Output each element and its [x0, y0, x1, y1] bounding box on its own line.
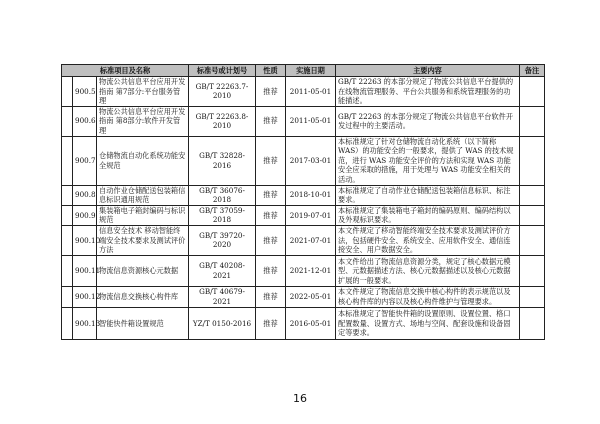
remark-cell — [520, 136, 545, 185]
effective-date: 2018-10-01 — [286, 185, 336, 205]
standard-code: GB/T 37059-2018 — [189, 205, 256, 225]
header-code: 标准号或计划号 — [189, 65, 256, 77]
item-number: 900.7 — [73, 136, 97, 185]
blank-cell — [62, 136, 73, 185]
main-content: 本文件给出了物流信息资源分类，规定了核心数据元模型、元数据描述方法、核心元数据描述以及核心元数据扩展的一般要求。 — [336, 255, 520, 286]
table-row — [62, 286, 545, 307]
item-number: 900.5 — [73, 77, 97, 107]
blank-cell — [62, 205, 73, 225]
standard-code: GB/T 39720-2020 — [189, 225, 256, 255]
item-number: 900.6 — [73, 106, 97, 136]
standard-code: GB/T 36076-2018 — [189, 185, 256, 205]
main-content: 本标准规定了针对仓储物流自动化系统（以下简称 WAS）的功能安全的一般要求，提供了 WAS 的技术规范，进行 WAS 功能安全评价的方法和实现 WAS 功能安全应采取的措施，用于处理与 WAS 功能安全相关的活动。 — [336, 136, 520, 185]
table-row — [62, 106, 545, 136]
header-property: 性质 — [256, 65, 286, 77]
remark-cell — [520, 106, 545, 136]
standard-name: 物流信息资源核心元数据 — [97, 255, 189, 286]
main-content: 本文件规定了物流信息交换中核心构件的表示规范以及核心构件库的内容以及核心构件维护与管理要求。 — [336, 286, 520, 307]
standard-property: 推荐 — [256, 286, 286, 307]
blank-cell — [62, 307, 73, 339]
main-content: 本标准规定了智能快件箱的设置原则、设置位置、格口配置数量、设置方式、场地与空间、配套设施和设备固定等要求。 — [336, 307, 520, 339]
header-remark: 备注 — [520, 65, 545, 77]
standard-name: 物流公共信息平台应用开发指南 第7部分:平台服务管理 — [97, 77, 189, 107]
standard-property: 推荐 — [256, 136, 286, 185]
remark-cell — [520, 286, 545, 307]
standard-name: 自动作业仓储配送包装箱信息标识通用规范 — [97, 185, 189, 205]
table-row — [62, 307, 545, 339]
standard-name: 智能快件箱设置规范 — [97, 307, 189, 339]
standard-property: 推荐 — [256, 106, 286, 136]
table-row — [62, 77, 545, 107]
remark-cell — [520, 205, 545, 225]
main-content: GB/T 22263 的本部分规定了物流公共信息平台软件开发过程中的主要活动。 — [336, 106, 520, 136]
standard-property: 推荐 — [256, 77, 286, 107]
header-date: 实施日期 — [286, 65, 336, 77]
item-number: 900.11 — [73, 255, 97, 286]
blank-cell — [62, 185, 73, 205]
main-content: 本标准规定了集装箱电子箱封的编码原则、编码结构以及外观标识要求。 — [336, 205, 520, 225]
effective-date: 2019-07-01 — [286, 205, 336, 225]
header-name: 标准项目及名称 — [62, 65, 189, 77]
standard-name: 信息安全技术 移动智能终端安全技术要求及测试评价方法 — [97, 225, 189, 255]
effective-date: 2021-07-01 — [286, 225, 336, 255]
table-header-row — [62, 65, 545, 77]
blank-cell — [62, 106, 73, 136]
effective-date: 2011-05-01 — [286, 106, 336, 136]
blank-cell — [62, 255, 73, 286]
effective-date: 2017-03-01 — [286, 136, 336, 185]
remark-cell — [520, 307, 545, 339]
standard-property: 推荐 — [256, 185, 286, 205]
blank-cell — [62, 77, 73, 107]
standard-name: 物流公共信息平台应用开发指南 第8部分:软件开发管理 — [97, 106, 189, 136]
effective-date: 2021-12-01 — [286, 255, 336, 286]
table-row — [62, 136, 545, 185]
header-content: 主要内容 — [336, 65, 520, 77]
blank-cell — [62, 225, 73, 255]
standard-property: 推荐 — [256, 307, 286, 339]
table-row — [62, 255, 545, 286]
effective-date: 2011-05-01 — [286, 77, 336, 107]
standards-table — [61, 64, 545, 340]
table-row — [62, 185, 545, 205]
item-number: 900.9 — [73, 205, 97, 225]
effective-date: 2016-05-01 — [286, 307, 336, 339]
standard-code: GB/T 40208-2021 — [189, 255, 256, 286]
effective-date: 2022-05-01 — [286, 286, 336, 307]
standard-code: GB/T 22263.8-2010 — [189, 106, 256, 136]
standard-property: 推荐 — [256, 225, 286, 255]
item-number: 900.10 — [73, 225, 97, 255]
standard-property: 推荐 — [256, 255, 286, 286]
remark-cell — [520, 185, 545, 205]
table-row — [62, 225, 545, 255]
remark-cell — [520, 255, 545, 286]
blank-cell — [62, 286, 73, 307]
table-row — [62, 205, 545, 225]
item-number: 900.12 — [73, 286, 97, 307]
remark-cell — [520, 225, 545, 255]
standard-code: GB/T 32828-2016 — [189, 136, 256, 185]
page-number: 16 — [293, 392, 307, 405]
standard-name: 仓储物流自动化系统功能安全规范 — [97, 136, 189, 185]
remark-cell — [520, 77, 545, 107]
standard-code: GB/T 22263.7-2010 — [189, 77, 256, 107]
main-content: GB/T 22263 的本部分规定了物流公共信息平台提供的在线物流管理服务、平台公共服务和系统管理服务的功能描述。 — [336, 77, 520, 107]
standard-name: 集装箱电子箱封编码与标识规范 — [97, 205, 189, 225]
standard-name: 物流信息交换核心构件库 — [97, 286, 189, 307]
main-content: 本标准规定了自动作业仓储配送包装箱信息标识、标注要求。 — [336, 185, 520, 205]
standard-code: YZ/T 0150-2016 — [189, 307, 256, 339]
main-content: 本文件规定了移动智能终端安全技术要求及测试评价方法，包括硬件安全、系统安全、应用软件安全、通信连接安全、用户数据安全。 — [336, 225, 520, 255]
item-number: 900.8 — [73, 185, 97, 205]
standard-property: 推荐 — [256, 205, 286, 225]
item-number: 900.13 — [73, 307, 97, 339]
standard-code: GB/T 40679-2021 — [189, 286, 256, 307]
